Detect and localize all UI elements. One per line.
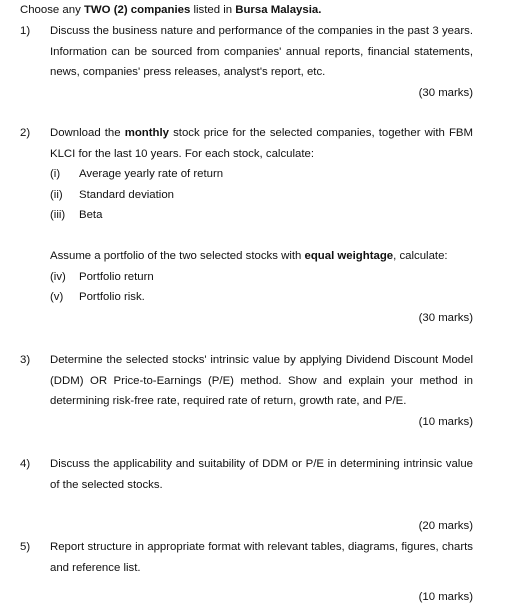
instruction-mid: listed in xyxy=(190,4,236,16)
sub-item-roman: (iii) xyxy=(50,209,66,221)
question-text-bold: monthly xyxy=(124,127,169,139)
marks-label: (10 marks) xyxy=(418,415,473,428)
portfolio-text-pre: Assume a portfolio of the two selected stocks with xyxy=(50,250,305,262)
question-3 xyxy=(20,350,473,432)
question-number: 1) xyxy=(20,25,31,37)
question-text: Discuss the business nature and performance of the companies in the past 3 years. Information can be sourced from companies' annual reports, financial statements, news, companies' press releases, analyst's report, etc. xyxy=(50,25,473,78)
sub-item xyxy=(50,267,473,288)
question-4 xyxy=(20,454,473,536)
question-2 xyxy=(20,123,473,328)
sub-item xyxy=(50,205,473,226)
portfolio-text-bold: equal weightage xyxy=(304,250,394,262)
sub-item-roman: (i) xyxy=(50,168,61,180)
sub-item-roman: (iv) xyxy=(50,270,66,283)
question-text: Report structure in appropriate format with relevant tables, diagrams, figures, charts and reference list. xyxy=(50,541,473,574)
sub-item-text: Beta xyxy=(79,209,103,221)
sub-item xyxy=(50,164,473,185)
portfolio-instruction xyxy=(50,246,473,267)
instruction-pre: Choose any xyxy=(20,4,84,16)
sub-item-text: Standard deviation xyxy=(79,188,174,201)
question-text-post: stock price for the selected companies, together with FBM KLCI for the last 10 years. For each stock, calculate: xyxy=(50,127,474,160)
portfolio-text-post: , calculate: xyxy=(393,250,448,262)
question-1 xyxy=(20,21,473,103)
sub-item xyxy=(50,185,473,206)
question-5 xyxy=(20,537,473,608)
sub-item-text: Portfolio return xyxy=(79,270,154,283)
question-text xyxy=(50,123,473,164)
instruction-line xyxy=(20,2,321,18)
question-number: 3) xyxy=(20,354,31,366)
question-text: Determine the selected stocks' intrinsic value by applying Dividend Discount Model (DDM) OR Price-to-Earnings (P/E) method. Show and explain your method in determining risk-free rate, required rate of return, growth rate, and P/E. xyxy=(50,354,473,407)
sub-item-roman: (v) xyxy=(50,291,64,303)
marks-label: (20 marks) xyxy=(418,519,473,532)
question-number: 2) xyxy=(20,127,31,139)
sub-item-text: Portfolio risk. xyxy=(79,291,145,303)
marks-label: (30 marks) xyxy=(418,86,473,99)
question-text: Discuss the applicability and suitability of DDM or P/E in determining intrinsic value of the selected stocks. xyxy=(50,458,473,491)
marks-label: (10 marks) xyxy=(418,591,473,603)
sub-item-text: Average yearly rate of return xyxy=(79,168,224,180)
sub-item-roman: (ii) xyxy=(50,188,63,201)
instruction-bold-companies: TWO (2) companies xyxy=(83,4,191,16)
question-number: 5) xyxy=(20,541,31,553)
marks-label: (30 marks) xyxy=(418,311,473,324)
instruction-bold-exchange: Bursa Malaysia. xyxy=(235,4,322,16)
question-text-pre: Download the xyxy=(50,127,125,139)
sub-item xyxy=(50,287,473,308)
question-number: 4) xyxy=(20,458,31,470)
